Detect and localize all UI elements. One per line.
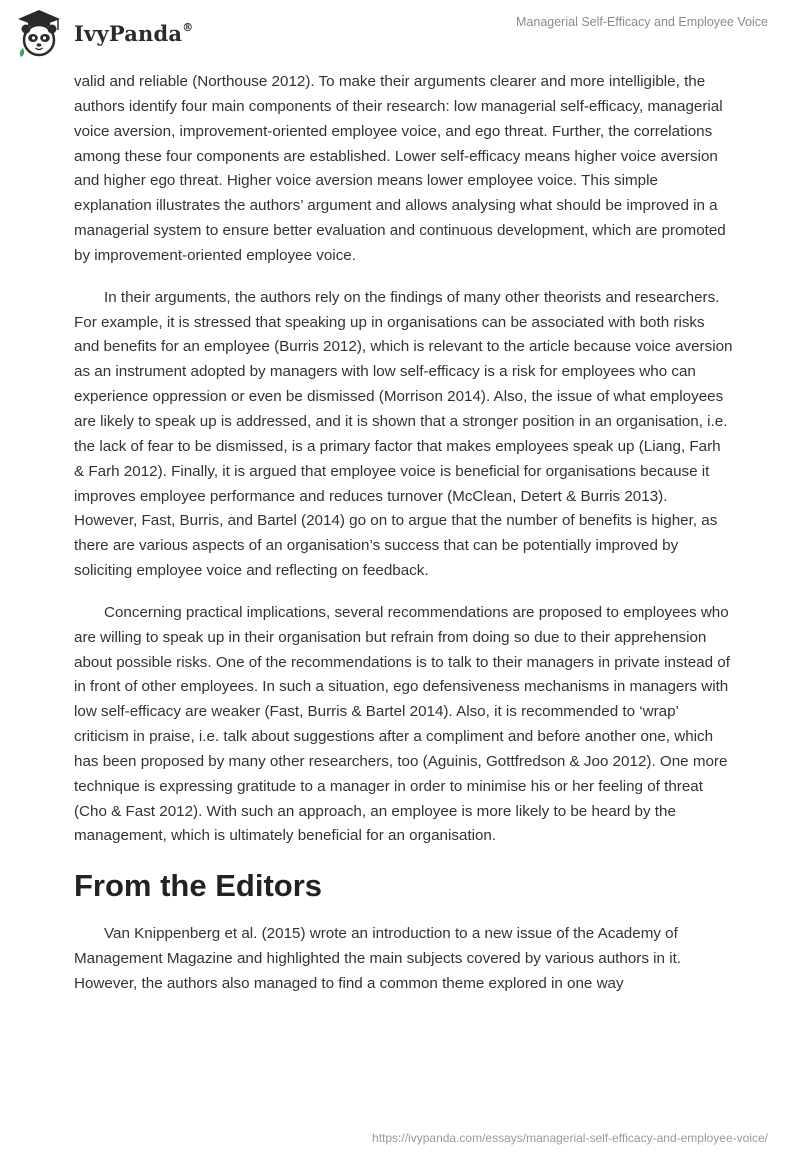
section-heading: From the Editors	[74, 868, 323, 904]
source-url[interactable]: https://ivypanda.com/essays/managerial-self-efficacy-and-employee-voice/	[372, 1131, 768, 1145]
paragraph-3: Concerning practical implications, several recommendations are proposed to employees who are willing to speak up in their organisation but refrain from doing so due to their apprehension about possible risks. One of the recommendations is to talk to their managers in private instead of in front of other employees. In such a situation, ego defensiveness mechanisms in managers with low self-efficacy are weaker (Fast, Burris & Bartel 2014). Also, it is recommended to ‘wrap’ criticism in praise, i.e. talk about suggestions after a compliment and before another one, which has been proposed by many other researchers, too (Aguinis, Gottfredson & Joo 2012). One more technique is expressing gratitude to a manager in order to minimise his or her feeling of threat (Cho & Fast 2012). With such an approach, an employee is more likely to be heard by the management, which is ultimately beneficial for an organisation.	[74, 603, 730, 845]
paragraph-4: Van Knippenberg et al. (2015) wrote an introduction to a new issue of the Academy of Management Magazine and highlighted the main subjects covered by various authors in it. However, the authors also managed to find a common theme explored in one way	[74, 925, 682, 992]
paragraph-1: valid and reliable (Northouse 2012). To make their arguments clearer and more intelligible, the authors identify four main components of their research: low managerial self-efficacy, managerial voice aversion, improvement-oriented employee voice, and ego threat. Further, the correlations among these four components are established. Lower self-efficacy means higher voice aversion and higher ego threat. Higher voice aversion means lower employee voice. This simple explanation illustrates the authors’ argument and allows analysing what should be improved in a managerial system to ensure better evaluation and continuous development, which are promoted by improvement-oriented employee voice.	[74, 73, 726, 264]
logo[interactable]	[14, 8, 193, 58]
essay-content	[74, 70, 734, 1014]
page-header	[0, 0, 800, 70]
panda-logo-icon	[14, 8, 64, 58]
paragraph-2: In their arguments, the authors rely on the findings of many other theorists and researchers. For example, it is stressed that speaking up in organisations can be associated with both risks and benefits for an employee (Burris 2012), which is relevant to the article because voice aversion as an instrument adopted by managers with low self-efficacy is a risk for employees who can experience oppression or even be dismissed (Morrison 2014). Also, the issue of what employees are likely to speak up is addressed, and it is shown that a stronger position in an organisation, i.e. the lack of fear to be dismissed, is a primary factor that makes employees speak up (Liang, Farh & Farh 2012). Finally, it is argued that employee voice is beneficial for organisations because it improves employee performance and reduces turnover (McClean, Detert & Burris 2013). However, Fast, Burris, and Bartel (2014) go on to argue that the number of benefits is higher, as there are various aspects of an organisation’s success that can be potentially improved by soliciting employee voice and reflecting on feedback.	[74, 288, 733, 580]
brand-name: IvyPanda®	[74, 20, 194, 46]
document-title: Managerial Self-Efficacy and Employee Voice	[516, 15, 768, 29]
